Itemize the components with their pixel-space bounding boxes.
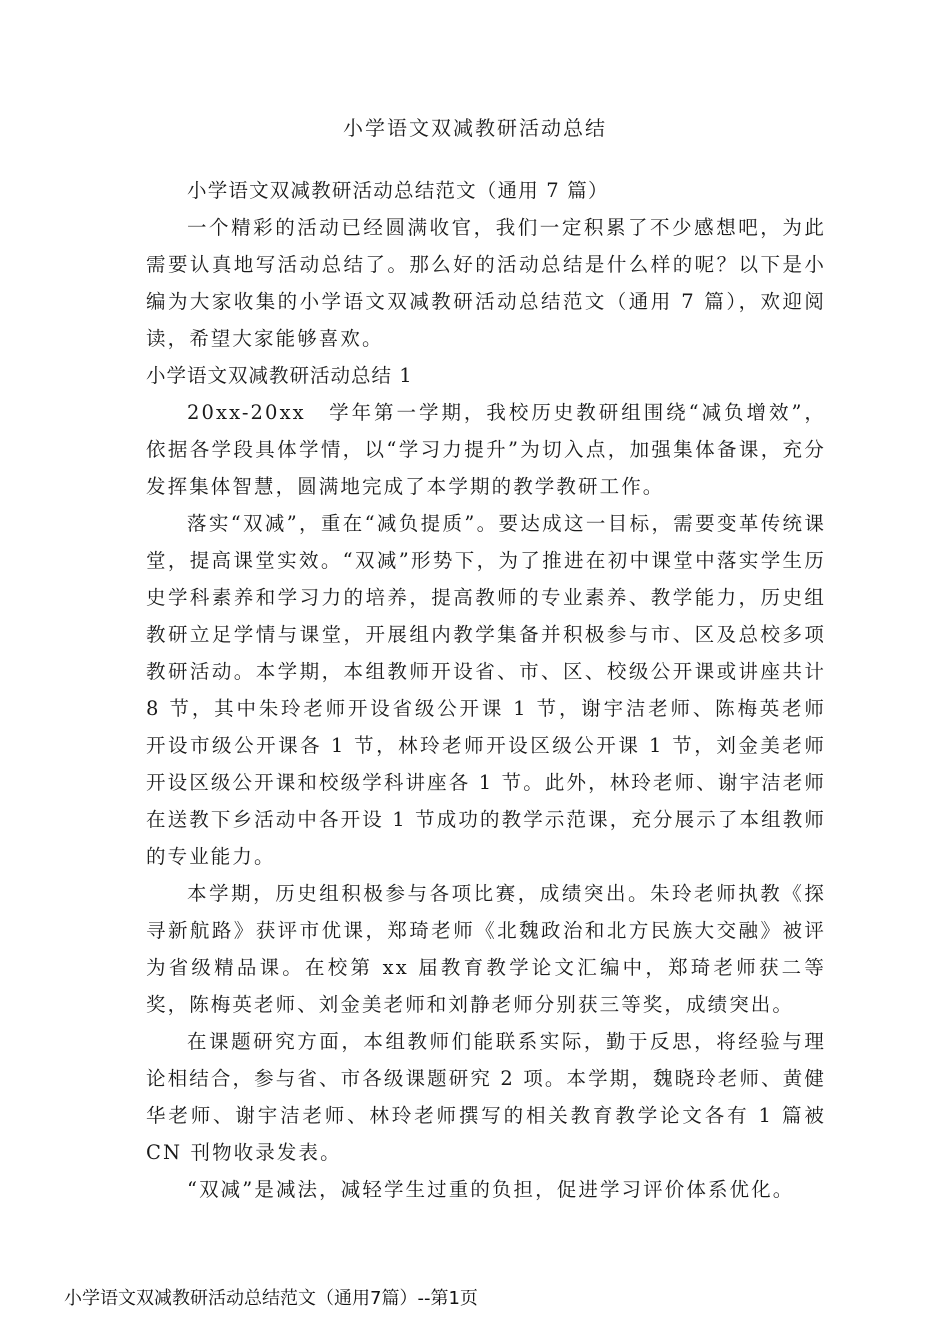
body-paragraph: 20xx-20xx 学年第一学期，我校历史教研组围绕“减负增效”，依据各学段具体学情，以“学习力提升”为切入点，加强集体备课，充分发挥集体智慧，圆满地完成了本学期的教学教研工作。 — [146, 401, 826, 498]
document-body — [146, 172, 826, 1208]
body-paragraph: 本学期，历史组积极参与各项比赛，成绩突出。朱玲老师执教《探寻新航路》获评市优课，郑琦老师《北魏政治和北方民族大交融》被评为省级精品课。在校第 xx 届教育教学论文汇编中，郑琦老师获二等奖，陈梅英老师、刘金美老师和刘静老师分别获三等奖，成绩突出。 — [146, 882, 826, 1016]
page-footer: 小学语文双减教研活动总结范文（通用7篇）--第1页 — [64, 1288, 478, 1309]
section-heading: 小学语文双减教研活动总结 1 — [146, 364, 413, 387]
document-subtitle: 小学语文双减教研活动总结范文（通用 7 篇） — [187, 179, 609, 202]
document-title: 小学语文双减教研活动总结 — [343, 116, 607, 140]
body-paragraph: “双减”是减法，减轻学生过重的负担，促进学习评价体系优化。 — [187, 1178, 795, 1201]
intro-paragraph: 一个精彩的活动已经圆满收官，我们一定积累了不少感想吧，为此需要认真地写活动总结了。那么好的活动总结是什么样的呢？以下是小编为大家收集的小学语文双减教研活动总结范文（通用 7 篇），欢迎阅读，希望大家能够喜欢。 — [146, 216, 826, 350]
body-paragraph: 落实“双减”，重在“减负提质”。要达成这一目标，需要变革传统课堂，提高课堂实效。“双减”形势下，为了推进在初中课堂中落实学生历史学科素养和学习力的培养，提高教师的专业素养、教学能力，历史组教研立足学情与课堂，开展组内教学集备并积极参与市、区及总校多项教研活动。本学期，本组教师开设省、市、区、校级公开课或讲座共计 8 节，其中朱玲老师开设省级公开课 1 节，谢宇洁老师、陈梅英老师开设市级公开课各 1 节，林玲老师开设区级公开课 1 节，刘金美老师开设区级公开课和校级学科讲座各 1 节。此外，林玲老师、谢宇洁老师在送教下乡活动中各开设 1 节成功的教学示范课，充分展示了本组教师的专业能力。 — [146, 512, 826, 868]
body-paragraph: 在课题研究方面，本组教师们能联系实际，勤于反思，将经验与理论相结合，参与省、市各级课题研究 2 项。本学期，魏晓玲老师、黄健华老师、谢宇洁老师、林玲老师撰写的相关教育教学论文各有 1 篇被 CN 刊物收录发表。 — [146, 1030, 826, 1164]
